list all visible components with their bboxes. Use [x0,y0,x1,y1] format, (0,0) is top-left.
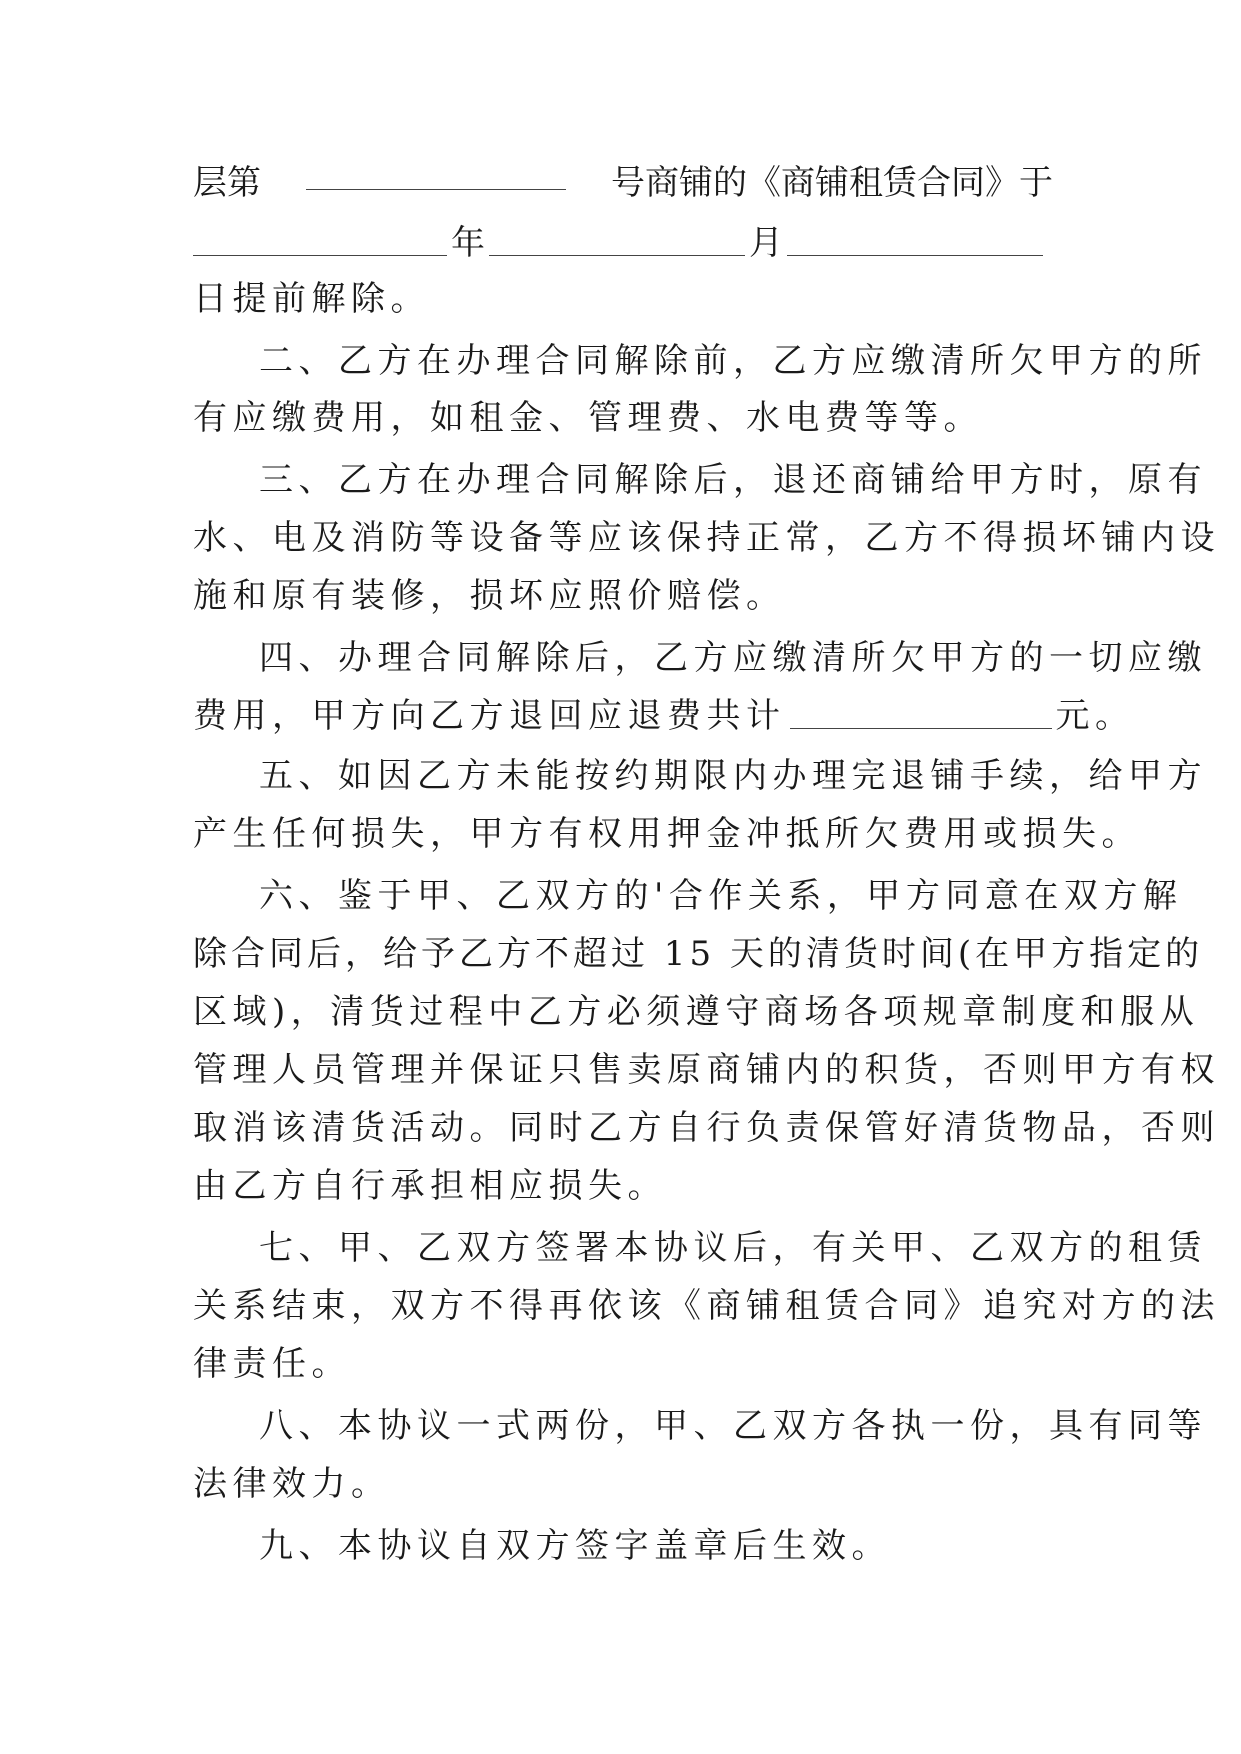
clause-3-line: 三、乙方在办理合同解除后，退还商铺给甲方时，原有 [259,460,1207,500]
text-segment: 层第 [193,163,261,203]
blank-field-month [489,219,745,256]
text-line [193,213,1053,273]
clause-7-line: 律责任。 [193,1344,351,1384]
clause-3-line: 水、电及消防等设备等应该保持正常，乙方不得损坏铺内设 [193,518,1220,558]
blank-field-year [193,219,447,256]
clause-4-line [193,686,1135,746]
text-line: 日提前解除。 [193,279,430,319]
clause-6-line: 六、鉴于甲、乙双方的'合作关系，甲方同意在双方解 [259,876,1183,916]
clause-6-line: 除合同后，给予乙方不超过 15 天的清货时间(在甲方指定的 [193,934,1204,974]
clause-6-line: 取消该清货活动。同时乙方自行负责保管好清货物品，否则 [193,1108,1220,1148]
text-line [193,153,1053,213]
blank-field-refund-amount [790,692,1052,729]
month-label: 月 [749,223,783,263]
clause-8-line: 八、本协议一式两份，甲、乙双方各执一份，具有同等 [259,1406,1207,1446]
clause-6-line: 由乙方自行承担相应损失。 [193,1166,667,1206]
clause-7-line: 七、甲、乙双方签署本协议后，有关甲、乙双方的租赁 [259,1228,1207,1268]
clause-4-line: 四、办理合同解除后，乙方应缴清所欠甲方的一切应缴 [259,638,1207,678]
clause-5-line: 五、如因乙方未能按约期限内办理完退铺手续，给甲方 [259,756,1207,796]
clause-5-line: 产生任何损失，甲方有权用押金冲抵所欠费用或损失。 [193,814,1141,854]
clause-6-line: 区域)，清货过程中乙方必须遵守商场各项规章制度和服从 [193,992,1200,1032]
year-label: 年 [451,223,485,263]
blank-field-floor-shop-number [306,153,566,190]
clause-8-line: 法律效力。 [193,1464,391,1504]
blank-field-day [787,219,1043,256]
clause-2-line: 有应缴费用，如租金、管理费、水电费等等。 [193,398,983,438]
clause-3-line: 施和原有装修，损坏应照价赔偿。 [193,576,786,616]
clause-6-line: 管理人员管理并保证只售卖原商铺内的积货，否则甲方有权 [193,1050,1220,1090]
clause-7-line: 关系结束，双方不得再依该《商铺租赁合同》追究对方的法 [193,1286,1220,1326]
text-segment: 费用，甲方向乙方退回应退费共计 [193,696,786,736]
clause-9-line: 九、本协议自双方签字盖章后生效。 [259,1526,891,1566]
text-segment: 元。 [1055,696,1135,736]
text-segment: 号商铺的《商铺租赁合同》于 [611,163,1053,203]
clause-2-line: 二、乙方在办理合同解除前，乙方应缴清所欠甲方的所 [259,341,1207,381]
